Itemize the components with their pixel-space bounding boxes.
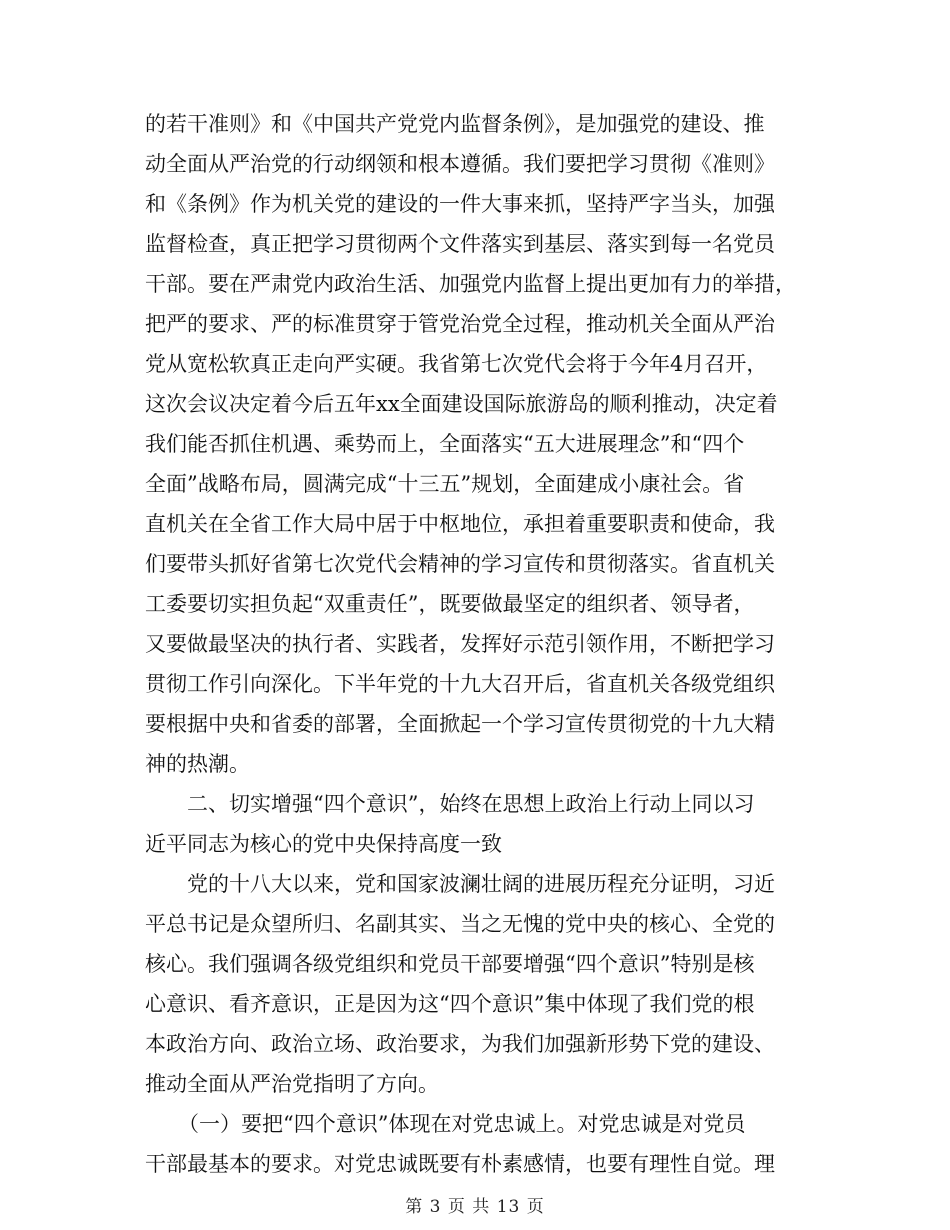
body-line: 监督检查，真正把学习贯彻两个文件落实到基层、落实到每一名党员 — [145, 232, 775, 256]
body-line: 核心。我们强调各级党组织和党员干部要增强“四个意识”特别是核 — [145, 952, 755, 976]
body-line: 动全面从严治党的行动纲领和根本遵循。我们要把学习贯彻《准则》 — [145, 152, 775, 176]
body-line: 直机关在全省工作大局中居于中枢地位，承担着重要职责和使命，我 — [145, 512, 775, 536]
body-line: 把严的要求、严的标准贯穿于管党治党全过程，推动机关全面从严治 — [145, 312, 775, 336]
body-line: 平总书记是众望所归、名副其实、当之无愧的党中央的核心、全党的 — [145, 912, 775, 936]
body-line: 贯彻工作引向深化。下半年党的十九大召开后，省直机关各级党组织 — [145, 672, 775, 696]
body-line: 工委要切实担负起“双重责任”，既要做最坚定的组织者、领导者， — [145, 592, 755, 616]
subsection-line: （一）要把“四个意识”体现在对党忠诚上。对党忠诚是对党员 — [178, 1112, 746, 1136]
body-line: 党从宽松软真正走向严实硬。我省第七次党代会将于今年4月召开， — [145, 352, 768, 376]
section-heading-line: 二、切实增强“四个意识”，始终在思想上政治上行动上同以习 — [187, 792, 755, 816]
body-line: 党的十八大以来，党和国家波澜壮阔的进展历程充分证明，习近 — [187, 872, 775, 896]
body-line: 要根据中央和省委的部署，全面掀起一个学习宣传贯彻党的十九大精 — [145, 712, 775, 736]
body-line: 推动全面从严治党指明了方向。 — [145, 1072, 439, 1096]
body-line: 心意识、看齐意识，正是因为这“四个意识”集中体现了我们党的根 — [145, 992, 755, 1016]
body-line: 又要做最坚决的执行者、实践者，发挥好示范引领作用，不断把学习 — [145, 632, 775, 656]
body-line: 们要带头抓好省第七次党代会精神的学习宣传和贯彻落实。省直机关 — [145, 552, 775, 576]
body-line: 的若干准则》和《中国共产党党内监督条例》，是加强党的建设、推 — [145, 112, 765, 136]
page-footer: 第 3 页 共 13 页 — [405, 1197, 545, 1217]
body-line: 干部最基本的要求。对党忠诚既要有朴素感情，也要有理性自觉。理 — [145, 1152, 775, 1176]
body-line: 和《条例》作为机关党的建设的一件大事来抓，坚持严字当头，加强 — [145, 192, 775, 216]
body-line: 干部。要在严肃党内政治生活、加强党内监督上提出更加有力的举措， — [145, 272, 796, 296]
section-heading-line: 近平同志为核心的党中央保持高度一致 — [145, 832, 502, 856]
body-line: 全面”战略布局，圆满完成“十三五”规划，全面建成小康社会。省 — [145, 472, 745, 496]
body-line: 我们能否抓住机遇、乘势而上，全面落实“五大进展理念”和“四个 — [145, 432, 745, 456]
body-line: 本政治方向、政治立场、政治要求，为我们加强新形势下党的建设、 — [145, 1032, 775, 1056]
body-line: 神的热潮。 — [145, 752, 250, 776]
body-line: 这次会议决定着今后五年xx全面建设国际旅游岛的顺利推动，决定着 — [145, 392, 778, 416]
